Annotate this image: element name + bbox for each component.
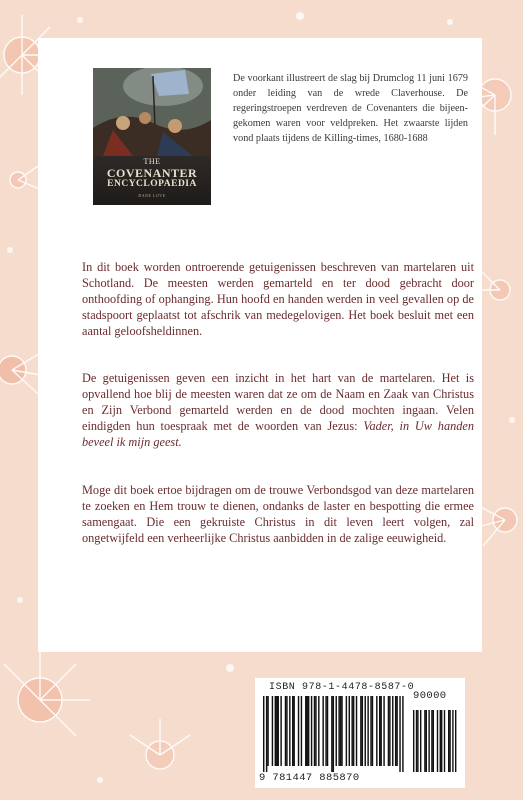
paragraph-2-text: De getuigenissen geven een inzicht in het hart van de martelaren. Het is opvallend hoe blij de meesten waren dat ze om de Naam en Zaak van Christus en Zijn Verbond gemarteld werden en de dood mochten ingaan. Velen eindigden hun toespraak met de woorden van Jezus: [82,371,474,433]
barcode-addon-bar [433,710,434,772]
barcode-bar [280,696,281,766]
barcode-bar [380,696,381,766]
barcode-bar [293,696,294,766]
barcode-bar [341,696,342,766]
barcode-addon-bar [437,710,438,772]
barcode-bar [349,696,350,766]
isbn-label: ISBN 978-1-4478-8587-0 [269,682,415,693]
barcode-bar [396,696,397,766]
barcode-bar [325,696,326,766]
paragraph-1: In dit boek worden ontroerende getuigenissen beschreven van martelaren uit Schotland. De meesten werden gemarteld en ter dood gebracht door onthoofding of ophanging. Hun hoofd en handen werden in veel gevallen op de stadspoort geplaatst tot afschrik van medegelovigen. Het boek besluit met een aantal geloofsheldinnen. [82,260,474,338]
barcode-addon-bar [440,710,441,772]
barcode-bar [389,696,390,766]
barcode-bar [307,696,308,766]
thumbnail-title-line1: THE [143,157,161,166]
barcode-bar [331,696,332,772]
barcode-addon-bar [416,710,417,772]
back-cover-panel [38,38,482,652]
barcode-addon-bar [448,710,449,772]
barcode-bar [362,696,363,766]
barcode-bar [338,696,339,766]
battle-painting-icon [93,68,211,156]
barcode-bar [388,696,389,766]
barcode-bar [278,696,279,766]
barcode-bar [353,696,354,766]
barcode-bar [333,696,334,772]
barcode-addon-bar [452,710,453,772]
barcode-bar [346,696,347,766]
barcode-bar [340,696,341,766]
barcode-bar [289,696,290,766]
barcode-bar [272,696,273,766]
barcode-area [255,678,465,788]
barcode-bar [392,696,393,766]
barcode-addon-bar [417,710,418,772]
barcode-bar [305,696,306,766]
barcode-bar [395,696,396,766]
barcode-bar [399,696,400,772]
barcode-bar [286,696,287,766]
barcode-addon-bar [431,710,432,772]
barcode-bar [267,696,268,766]
barcode-addon-bar [413,710,414,772]
barcode-bar [402,696,403,772]
barcode-bar [318,696,319,766]
barcode-bar [356,696,357,766]
paragraph-2-quote: Vader, in Uw handen beveel ik mijn geest. [82,419,474,449]
barcode-bar [263,696,264,772]
barcode-bar [322,696,323,766]
barcode-bar [276,696,277,766]
barcode-bar [365,696,366,766]
thumbnail-title-line2: COVENANTER [106,166,198,180]
cover-caption: De voorkant illustreert de slag bij Drumclog 11 juni 1679 onder leiding van de wrede Claverhouse. De regeringstroepen verdreven de Covenanters die bijeen-gekomen waren voor veldpreken. Het zwaarste lijden vond plaats tijdens de Killing-times, 1680-1688 [233,73,468,144]
barcode-addon-bar [426,710,427,772]
barcode-bar [383,696,384,766]
barcode-bar [370,696,371,766]
thumbnail-title-line3: ENCYCLOPAEDIA [107,179,197,189]
barcode-bar [301,696,302,766]
barcode-bar [292,696,293,766]
barcode-bar [275,696,276,766]
barcode-bar [360,696,361,766]
barcode-bar [376,696,377,766]
paragraph-2 [82,370,474,450]
barcode-bar [298,696,299,766]
barcode-addon-bar [441,710,442,772]
thumbnail-author: DANE LOVE [138,193,166,198]
barcode-bar [311,696,312,766]
barcode-addon-bar [449,710,450,772]
barcode-bar [266,696,267,772]
barcode-addon-bar [455,710,456,772]
barcode-addon-bar [420,710,421,772]
barcode-digits: 9 781447 885870 [259,772,360,784]
paragraph-3: Moge dit boek ertoe bijdragen om de trouwe Verbondsgod van deze martelaren te zoeken en Hem trouw te dienen, ondanks de laster en bespotting die ermee samengaat. Die een gekruiste Christus in dit leven leert volgen, zal ongetwijfeld een verheerlijke Christus aanbidden in de zalige eeuwigheid. [82,483,474,545]
cover-thumbnail [93,68,211,205]
barcode-bar [351,696,352,766]
barcode-bar [285,696,286,766]
barcode-addon-bar [444,710,445,772]
barcode-addon-digits: 90000 [413,690,447,702]
barcode-bar [315,696,316,766]
barcode-bar [308,696,309,766]
barcode-bar [372,696,373,766]
barcode-bar [379,696,380,766]
barcode-addon-bar [428,710,429,772]
barcode-bar [327,696,328,766]
barcode-icon [263,696,459,772]
barcode-bar [367,696,368,766]
barcode-bar [336,696,337,766]
barcode-bar [314,696,315,766]
barcode-addon-bar [424,710,425,772]
